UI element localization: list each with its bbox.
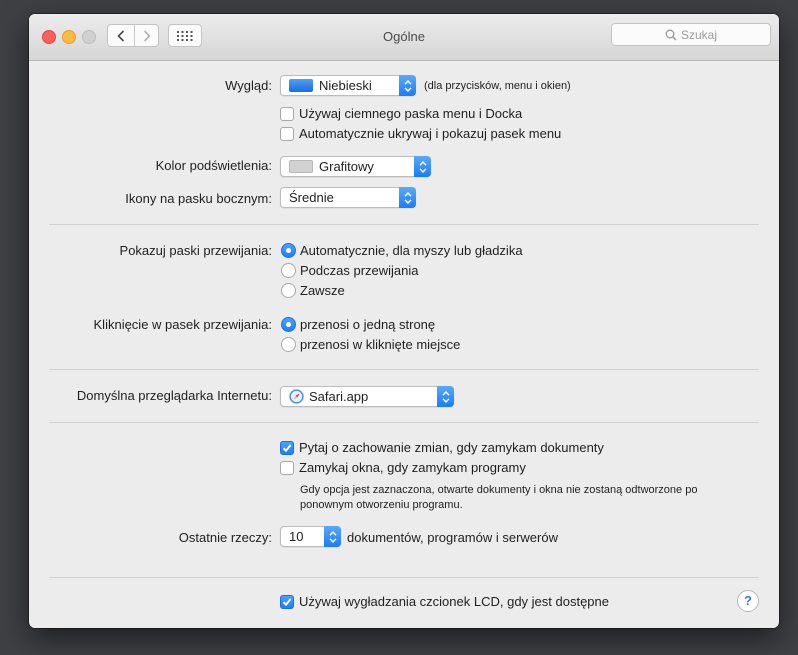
popup-arrows-icon bbox=[399, 187, 416, 208]
scrollbars-option-scrolling-label: Podczas przewijania bbox=[300, 263, 419, 278]
scroll-click-option-spot-label: przenosi w kliknięte miejsce bbox=[300, 337, 461, 352]
search-field[interactable] bbox=[611, 23, 771, 46]
popup-arrows-icon bbox=[399, 75, 416, 96]
separator bbox=[49, 369, 759, 370]
separator bbox=[49, 422, 759, 423]
minimize-button[interactable] bbox=[62, 30, 76, 44]
popup-arrows-icon bbox=[437, 386, 454, 407]
forward-button[interactable] bbox=[134, 25, 160, 46]
close-windows-note: Gdy opcja jest zaznaczona, otwarte dokumenty i okna nie zostaną odtworzone po ponownym otworzeniu programu. bbox=[300, 484, 698, 511]
recent-suffix: dokumentów, programów i serwerów bbox=[347, 530, 558, 545]
chevron-left-icon bbox=[117, 30, 125, 42]
autohide-menu-checkbox[interactable] bbox=[280, 127, 294, 141]
scrollbars-option-auto-radio[interactable] bbox=[281, 243, 296, 258]
search-icon bbox=[665, 29, 677, 41]
appearance-label: Wygląd: bbox=[225, 78, 272, 93]
zoom-button[interactable] bbox=[82, 30, 96, 44]
dark-menu-checkbox[interactable] bbox=[280, 107, 294, 121]
dark-menu-label: Używaj ciemnego paska menu i Docka bbox=[299, 106, 523, 121]
highlight-popup[interactable] bbox=[280, 156, 431, 177]
sidebar-icons-value: Średnie bbox=[289, 190, 334, 205]
lcd-smoothing-label: Używaj wygładzania czcionek LCD, gdy jest dostępne bbox=[299, 594, 609, 609]
popup-arrows-icon bbox=[414, 156, 431, 177]
scrollbars-option-auto-label: Automatycznie, dla myszy lub gładzika bbox=[300, 243, 523, 258]
checkmark-icon bbox=[281, 442, 293, 454]
sidebar-icons-popup[interactable] bbox=[280, 187, 416, 208]
lcd-smoothing-checkbox[interactable] bbox=[280, 595, 294, 609]
ask-save-checkbox[interactable] bbox=[280, 441, 294, 455]
appearance-popup[interactable] bbox=[280, 75, 416, 96]
checkmark-icon bbox=[281, 596, 293, 608]
scroll-click-option-page-radio[interactable] bbox=[281, 317, 296, 332]
browser-label: Domyślna przeglądarka Internetu: bbox=[76, 388, 272, 403]
close-windows-checkbox[interactable] bbox=[280, 461, 294, 475]
appearance-hint: (dla przycisków, menu i okien) bbox=[424, 80, 571, 92]
appearance-color-swatch bbox=[289, 79, 313, 92]
scrollbars-option-always-label: Zawsze bbox=[300, 283, 345, 298]
recent-label: Ostatnie rzeczy: bbox=[178, 530, 272, 545]
separator bbox=[49, 224, 759, 225]
close-windows-label: Zamykaj okna, gdy zamykam programy bbox=[299, 460, 526, 475]
safari-icon bbox=[289, 389, 304, 404]
help-button[interactable]: ? bbox=[737, 590, 759, 612]
chevron-right-icon bbox=[143, 30, 151, 42]
separator bbox=[49, 577, 759, 578]
preferences-window bbox=[29, 14, 779, 628]
popup-arrows-icon bbox=[324, 526, 341, 547]
back-button[interactable] bbox=[108, 25, 135, 46]
recent-popup[interactable] bbox=[280, 526, 341, 547]
highlight-label: Kolor podświetlenia: bbox=[155, 158, 272, 173]
grid-icon bbox=[177, 31, 193, 41]
scrollbars-option-always-radio[interactable] bbox=[281, 283, 296, 298]
scroll-click-label: Kliknięcie w pasek przewijania: bbox=[93, 317, 272, 332]
navigation-group bbox=[107, 24, 159, 47]
scrollbars-option-scrolling-radio[interactable] bbox=[281, 263, 296, 278]
close-button[interactable] bbox=[42, 30, 56, 44]
highlight-value: Grafitowy bbox=[319, 159, 374, 174]
browser-popup[interactable] bbox=[280, 386, 454, 407]
sidebar-icons-label: Ikony na pasku bocznym: bbox=[125, 191, 272, 206]
window-title: Ogólne bbox=[383, 29, 425, 44]
ask-save-label: Pytaj o zachowanie zmian, gdy zamykam dokumenty bbox=[299, 440, 604, 455]
show-all-button[interactable] bbox=[168, 24, 202, 47]
autohide-menu-label: Automatycznie ukrywaj i pokazuj pasek menu bbox=[299, 126, 562, 141]
recent-value: 10 bbox=[289, 529, 304, 544]
titlebar bbox=[29, 14, 779, 61]
highlight-color-swatch bbox=[289, 160, 313, 173]
scrollbars-label: Pokazuj paski przewijania: bbox=[119, 243, 272, 258]
scroll-click-option-page-label: przenosi o jedną stronę bbox=[300, 317, 436, 332]
scroll-click-option-spot-radio[interactable] bbox=[281, 337, 296, 352]
appearance-value: Niebieski bbox=[319, 78, 372, 93]
browser-value: Safari.app bbox=[309, 389, 369, 404]
search-placeholder: Szukaj bbox=[680, 27, 718, 42]
